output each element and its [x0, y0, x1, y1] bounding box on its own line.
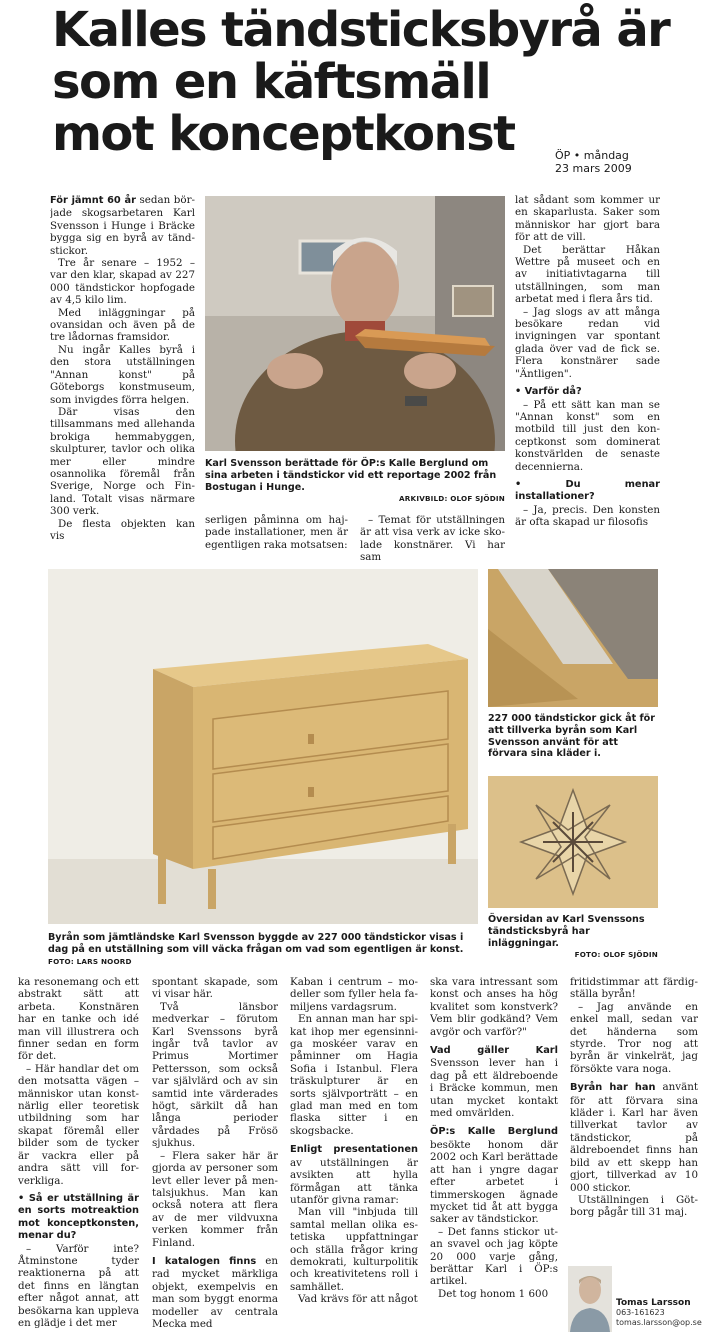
- photo-inlay-top: [488, 776, 658, 908]
- paragraph: En annan man har spikat ihop mer egensinniga moskéer varav en påminner om Hagia Sofia i Istanbul. Flera träskulpturer är en sorts självporträtt – en glad man med en tom flaska sitter i en skogsbacke.: [290, 1013, 418, 1137]
- paragraph: Där visas den tillsammans med allehanda brokiga hemmabyggen, skulpturer, tavlor och olika mer eller mindre osannolika föremål från Sverige, Norge och Finland. Totalt visas närmare 300 verk.: [50, 405, 195, 518]
- paragraph: – Här handlar det om den motsatta vägen – människor utan konstnärlig eller teoretisk utbildning som har skapat föremål eller bilder som de tycker är vackra eller på andra sätt vill forverkliga.: [18, 1062, 139, 1187]
- photo-matchstick-dresser: [48, 569, 478, 924]
- article-column-b5: [570, 976, 698, 1266]
- byline: [616, 1298, 706, 1328]
- paragraph: – Jag slogs av att många besökare redan vid invigningen var spontant glada över vad de fick se. Flera konstnärer sade "Äntligen".: [515, 305, 660, 380]
- paragraph: – Jag använde en enkel mall, sedan var det händerna som styrde. Tror nog att byrån är vinkelrät, jag försökte vara noga.: [570, 1000, 698, 1075]
- paragraph: – Flera saker här är gjorda av personer som levt eller lever på mentalsjukhus. Man kan också notera att flera av de mer vildvuxna verken kommer från Finland.: [152, 1149, 278, 1249]
- paragraph: Tre år senare – 1952 – var den klar, skapad av 227 000 tändstickor hopfogade av 4,5 kilo lim.: [50, 257, 195, 307]
- paragraph: Byrån har han använt för att förvara sina kläder i. Karl har även tillverkat tavlor av tändstickor, på äldreboendet finns han bild av ett skepp han gjort, tillverkad av 10 000 stickor.: [570, 1081, 698, 1194]
- paragraph: Vad krävs för att något: [298, 1293, 418, 1306]
- paragraph: Med inläggningar på ovansidan och även på de tre lådornas framsidor.: [50, 306, 195, 344]
- dateline: [555, 149, 705, 175]
- photo-2-caption: Byrån som jämtländske Karl Svensson byggde av 227 000 tändstickor visas i dag på en utställning som vill väcka frågan om vad som egentligen är konst. FOTO: LARS NOORD: [48, 932, 464, 966]
- paragraph: Enligt presentationen av utställningen är avsikten att hylla förmågan att tänka utanför givna ramar:: [290, 1144, 418, 1206]
- article-column-3-top: [360, 514, 505, 564]
- paragraph: lat sådant som kommer ur en skaparlusta. Saker som människor har gjort bara för att de vill.: [515, 194, 660, 244]
- paragraph: Vad gäller Karl Svensson lever han i dag på ett äldreboende i Bräcke kommun, men utan mycket kontakt med omvärlden.: [430, 1045, 558, 1120]
- byline-phone: 063-161623: [616, 1308, 665, 1317]
- paragraph: Det berättar Håkan Wettre på museet och en av initiativtagarna till utställningen, som man arbetat med i flera års tid.: [515, 243, 660, 306]
- lead-in: Vad gäller Karl: [430, 1045, 558, 1057]
- paragraph: Det tog honom 1 600: [438, 1287, 549, 1300]
- photo-4-caption: Översidan av Karl Svenssons tändsticksbyrå har inläggningar. FOTO: OLOF SJÖDIN: [488, 914, 658, 960]
- paragraph: ÖP:s Kalle Berglund besökte honom där 2002 och Karl berättade att han i yngre dagar efter arbetet i timmerskogen ägnade mycket tid åt att bygga saker av tändstickor.: [430, 1126, 558, 1226]
- lead-in: För jämnt 60 år: [50, 195, 136, 206]
- paragraph: I katalogen finns en rad mycket märkliga objekt, exempelvis en man som byggt enorma modeller av centrala Mecka med: [152, 1254, 278, 1330]
- headline-line-3: mot konceptkonst: [52, 106, 515, 162]
- paragraph: serligen påminna om hajpade installationer, men är egentligen raka motsatsen:: [205, 514, 348, 551]
- paragraph: Nu ingår Kalles byrå i den stora utställningen "Annan konst" på Göteborgs konstmuseum, som invigdes förra helgen.: [50, 343, 195, 406]
- photo-credit: ARKIVBILD: OLOF SJÖDIN: [399, 494, 505, 504]
- paragraph: Man vill "inbjuda till samtal mellan olika estetiska uppfattningar och ställa frågor kring demokrati, kulturpolitik och kreativitetens roll i samhället.: [290, 1206, 418, 1293]
- paragraph: Utställningen i Götborg pågår till 31 maj.: [570, 1193, 698, 1219]
- paragraph: spontant skapade, som vi visar här.: [152, 976, 278, 1001]
- photo-drawer-detail: [488, 569, 658, 707]
- paragraph: – Det fanns stickor utan svavel och jag köpte 20 000 varje gång, berättar Karl i ÖP:s artikel.: [430, 1225, 558, 1288]
- headline-line-1: Kalles tändsticksbyrå är: [52, 2, 670, 58]
- paragraph: ka resonemang och ett abstrakt sätt att arbeta. Konstnären har en tanke och idé man vill illustrera och finner sedan en form för det.: [18, 976, 139, 1063]
- lead-in: I katalogen finns: [152, 1255, 257, 1267]
- paragraph: – På ett sätt kan man se "Annan konst" som en motbild till just den konceptkonst som dominerat konstvärlden de senaste decennierna.: [515, 398, 660, 473]
- paragraph: Kaban i centrum – modeller som fyller hela familjens vardagsrum.: [290, 976, 418, 1013]
- photo-1-caption: Karl Svensson berättade för ÖP:s Kalle Berglund om sina arbeten i tändstickor vid ett reportage 2002 från Bostugan i Hunge. ARKIVBILD: OLOF SJÖDIN: [205, 458, 505, 504]
- article-column-b2: [152, 976, 278, 1336]
- photo-karl-svensson: [205, 196, 505, 451]
- paragraph: De flesta objekten kan vis: [50, 517, 195, 542]
- paragraph: – Varför inte? Åtminstone tyder reaktionerna på att det finns en längtan efter något annat, att besökarna kan uppleva en glädje i det mer: [18, 1242, 139, 1329]
- paragraph: Två länsbor medverkar – förutom Karl Svenssons byrå ingår två tavlor av Primus Mortimer Pettersson, som också var självlärd och av sin samtid inte värderades högt, särkilt då han långa perioder vårdades på Frösö sjukhus.: [152, 1000, 278, 1150]
- paragraph: fritidstimmar att färdigställa byrån!: [570, 976, 698, 1001]
- author-photo: [568, 1266, 612, 1332]
- headline-line-2: som en käftsmäll: [52, 54, 491, 110]
- lead-in: ÖP:s Kalle Berglund: [430, 1126, 558, 1138]
- article-column-b1: [18, 976, 139, 1336]
- interview-question: • Så er utställning är en sorts motreaktion mot konceptkonsten, menar du?: [18, 1192, 139, 1242]
- paragraph: – Temat för utställningen är att visa verk av icke skolade konstnärer. Vi har sam: [360, 514, 505, 564]
- article-column-1: [50, 194, 195, 564]
- lead-in: Enligt presentationen: [290, 1144, 418, 1156]
- paragraph: ska vara intressant som konst och anses ha hög kvalitet som konstverk? Vem blir godkänd? Vem avgör och varför?": [430, 976, 558, 1038]
- article-column-2-top: [205, 514, 348, 564]
- lead-paragraph: För jämnt 60 år sedan började skogsarbetaren Karl Svensson i Hunge i Bräcke bygga sig en byrå av tändstickor.: [50, 194, 195, 257]
- dateline-date: 23 mars 2009: [555, 162, 632, 175]
- article-column-4: [515, 194, 660, 564]
- article-column-b3: [290, 976, 418, 1336]
- dateline-paper: ÖP • måndag: [555, 149, 629, 162]
- byline-email: tomas.larsson@op.se: [616, 1318, 702, 1327]
- paragraph: – Ja, precis. Den konsten är ofta skapad ur filosofis: [515, 503, 660, 529]
- photo-credit: FOTO: OLOF SJÖDIN: [574, 950, 658, 960]
- lead-in: Byrån har han: [570, 1082, 656, 1094]
- photo-3-caption: 227 000 tändstickor gick åt för att tillverka byrån som Karl Svensson använt för att förvara sina kläder i.: [488, 713, 656, 760]
- interview-question: • Varför då?: [515, 386, 582, 398]
- photo-credit: FOTO: LARS NOORD: [48, 956, 132, 966]
- article-column-b4: [430, 976, 558, 1336]
- interview-question: • Du menar installationer?: [515, 478, 660, 503]
- byline-name: Tomas Larsson: [616, 1298, 691, 1308]
